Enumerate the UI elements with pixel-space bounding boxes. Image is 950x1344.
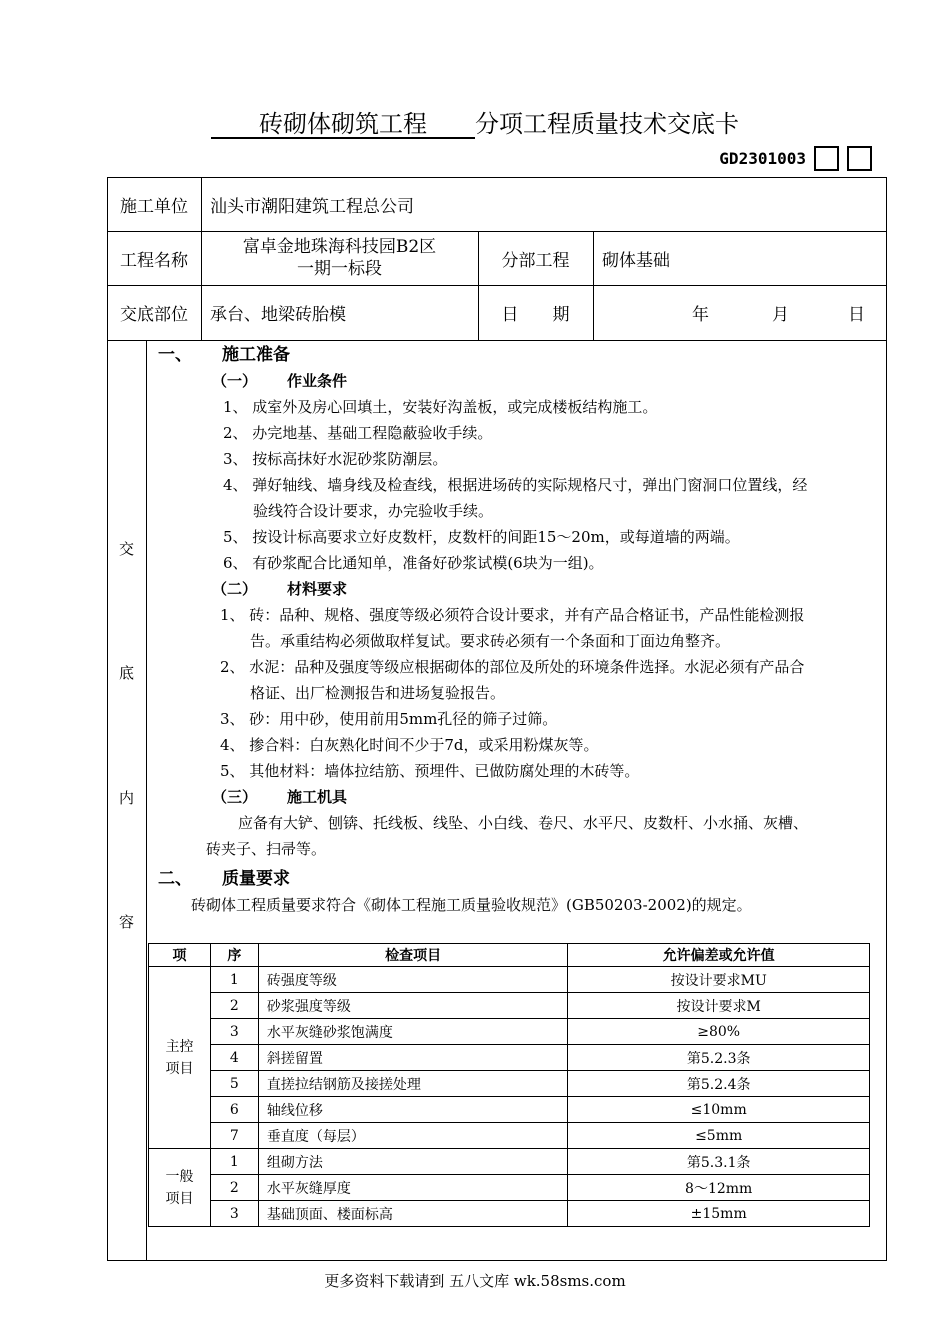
row-no: 7 — [210, 1123, 258, 1149]
project-value — [201, 231, 478, 285]
row-no: 1 — [210, 1149, 258, 1175]
unit-label: 施工单位 — [120, 196, 188, 217]
row-value: 第5.2.3条 — [568, 1045, 870, 1071]
list-item: 5、 其他材料：墙体拉结筋、预埋件、已做防腐处理的木砖等。 — [220, 762, 640, 780]
table-row — [149, 1175, 870, 1201]
col-header-category: 项 — [149, 944, 211, 967]
document-title — [0, 104, 950, 139]
list-item: 4、 掺合料：白灰熟化时间不少于7d，或采用粉煤灰等。 — [220, 736, 599, 754]
project-value-line-2: 一期一标段 — [297, 259, 382, 279]
date-month: 月 — [772, 305, 789, 325]
section-1c-heading — [148, 784, 884, 810]
table-row — [149, 1071, 870, 1097]
row-no: 4 — [210, 1045, 258, 1071]
row-value: 8～12mm — [568, 1175, 870, 1201]
division-label: 分部工程 — [501, 250, 570, 271]
general-label-line-1: 一般 — [165, 1168, 194, 1185]
row-no: 2 — [210, 1175, 258, 1201]
divider — [146, 340, 147, 1261]
row-value: 按设计要求MU — [568, 967, 870, 993]
project-label: 工程名称 — [120, 250, 188, 271]
list-item: 4、 弹好轴线、墙身线及检查线，根据进场砖的实际规格尺寸，弹出门窗洞口位置线，经 — [223, 476, 808, 494]
checkbox-2[interactable] — [847, 146, 872, 171]
row-item: 砂浆强度等级 — [258, 993, 568, 1019]
section-1-number: 一、 — [158, 345, 192, 365]
part-value: 承台、地梁砖胎模 — [210, 305, 346, 325]
section-1c-title: 施工机具 — [287, 788, 348, 806]
list-item: 1、 砖：品种、规格、强度等级必须符合设计要求，并有产品合格证书，产品性能检测报 — [220, 606, 805, 624]
section-1b-number: （二） — [212, 580, 258, 598]
row-value: 第5.3.1条 — [568, 1149, 870, 1175]
table-row — [149, 1019, 870, 1045]
side-label: 容 — [118, 912, 134, 931]
tools-text-cont: 砖夹子、扫帚等。 — [206, 840, 327, 858]
section-1a-heading — [148, 368, 884, 394]
title-project: 砖砌体砌筑工程 — [259, 110, 427, 138]
footer-text: 更多资料下载请到 五八文库 wk.58sms.com — [324, 1272, 626, 1290]
list-item: 2、 水泥：品种及强度等级应根据砌体的部位及所处的环境条件选择。水泥必须有产品合 — [220, 658, 805, 676]
quality-intro: 砖砌体工程质量要求符合《砌体工程施工质量验收规范》(GB50203-2002)的规定。 — [191, 896, 752, 914]
table-header-row — [149, 944, 870, 967]
row-no: 3 — [210, 1201, 258, 1227]
list-item-cont: 告。承重结构必须做取样复试。要求砖必须有一个条面和丁面边角整齐。 — [250, 632, 731, 650]
divider — [107, 340, 887, 341]
row-item: 砖强度等级 — [258, 967, 568, 993]
table-row — [149, 993, 870, 1019]
col-header-value: 允许偏差或允许值 — [568, 944, 870, 967]
row-no: 2 — [210, 993, 258, 1019]
main-control-label — [149, 967, 211, 1149]
part-label: 交底部位 — [120, 305, 188, 325]
table-row — [149, 1097, 870, 1123]
row-value: ≤10mm — [568, 1097, 870, 1123]
list-item: 5、 按设计标高要求立好皮数杆，皮数杆的间距15～20m，或每道墙的两端。 — [223, 528, 740, 546]
list-item: 3、 砂：用中砂，使用前用5mm孔径的筛子过筛。 — [220, 710, 558, 728]
row-item: 组砌方法 — [258, 1149, 568, 1175]
list-item-cont: 格证、出厂检测报告和进场复验报告。 — [250, 684, 506, 702]
section-1a-title: 作业条件 — [287, 372, 348, 390]
section-1c-number: （三） — [212, 788, 258, 806]
date-year: 年 — [692, 305, 709, 325]
row-item: 直搓拉结钢筋及接搓处理 — [258, 1071, 568, 1097]
section-1a-number: （一） — [212, 372, 258, 390]
checkbox-1[interactable] — [814, 146, 839, 171]
table-row — [149, 1045, 870, 1071]
section-2-title: 质量要求 — [222, 869, 290, 889]
table-row — [149, 967, 870, 993]
section-1-heading — [148, 342, 884, 368]
row-no: 6 — [210, 1097, 258, 1123]
section-2-number: 二、 — [158, 869, 192, 889]
row-no: 1 — [210, 967, 258, 993]
main-label-line-1: 主控 — [165, 1038, 194, 1055]
section-1-title: 施工准备 — [222, 345, 290, 365]
division-value: 砌体基础 — [602, 250, 670, 271]
row-no: 5 — [210, 1071, 258, 1097]
doc-code-row — [719, 146, 872, 171]
list-item: 2、 办完地基、基础工程隐蔽验收手续。 — [223, 424, 493, 442]
general-label-line-2: 项目 — [165, 1190, 194, 1207]
list-item: 1、 成室外及房心回填土，安装好沟盖板，或完成楼板结构施工。 — [223, 398, 658, 416]
unit-value: 汕头市潮阳建筑工程总公司 — [210, 196, 414, 217]
date-day: 日 — [848, 305, 865, 325]
table-row — [149, 1149, 870, 1175]
row-value: ≥80% — [568, 1019, 870, 1045]
main-label-line-2: 项目 — [165, 1060, 194, 1077]
row-value: 按设计要求M — [568, 993, 870, 1019]
title-suffix: 分项工程质量技术交底卡 — [475, 110, 739, 138]
table-row — [149, 1123, 870, 1149]
project-value-line-1: 富卓金地珠海科技园B2区 — [242, 237, 437, 257]
col-header-no: 序 — [210, 944, 258, 967]
tools-text: 应备有大铲、刨锛、托线板、线坠、小白线、卷尺、水平尺、皮数杆、小水捅、灰槽、 — [238, 814, 809, 832]
divider — [593, 231, 594, 340]
side-label: 交 — [118, 539, 134, 558]
section-1b-heading — [148, 576, 884, 602]
side-label: 底 — [118, 663, 134, 682]
doc-code: GD2301003 — [719, 149, 806, 168]
date-label: 日 期 — [501, 305, 570, 325]
quality-table — [148, 943, 870, 1227]
section-1b-title: 材料要求 — [287, 580, 348, 598]
list-item: 3、 按标高抹好水泥砂浆防潮层。 — [223, 450, 448, 468]
section-2-heading — [148, 866, 884, 892]
general-label — [149, 1149, 211, 1227]
row-item: 水平灰缝厚度 — [258, 1175, 568, 1201]
row-item: 基础顶面、楼面标高 — [258, 1201, 568, 1227]
row-item: 垂直度（每层） — [258, 1123, 568, 1149]
list-item: 6、 有砂浆配合比通知单，准备好砂浆试模(6块为一组)。 — [223, 554, 604, 572]
row-no: 3 — [210, 1019, 258, 1045]
list-item-cont: 验线符合设计要求，办完验收手续。 — [253, 502, 494, 520]
row-value: 第5.2.4条 — [568, 1071, 870, 1097]
row-value: ±15mm — [568, 1201, 870, 1227]
row-value: ≤5mm — [568, 1123, 870, 1149]
row-item: 水平灰缝砂浆饱满度 — [258, 1019, 568, 1045]
briefing-content — [148, 342, 884, 918]
side-label: 内 — [118, 788, 134, 807]
col-header-item: 检查项目 — [258, 944, 568, 967]
row-item: 轴线位移 — [258, 1097, 568, 1123]
row-item: 斜搓留置 — [258, 1045, 568, 1071]
table-row — [149, 1201, 870, 1227]
